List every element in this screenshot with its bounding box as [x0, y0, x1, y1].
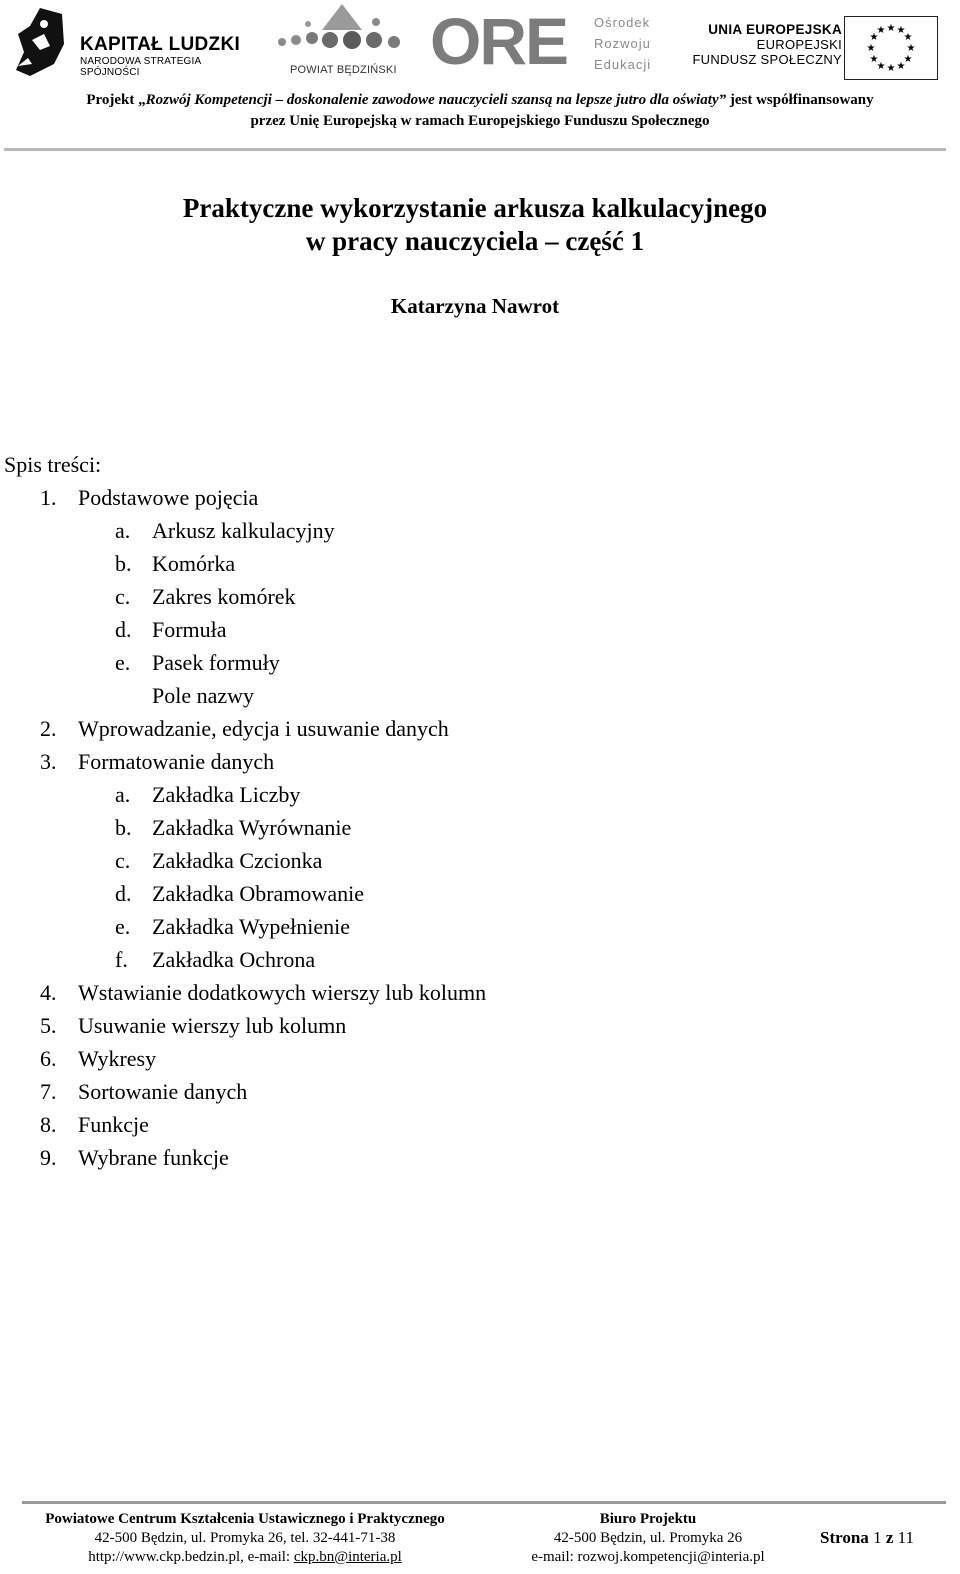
- eu-flag-icon: [844, 16, 938, 80]
- kapital-ludzki-subtitle: NARODOWA STRATEGIA SPÓJNOŚCI: [80, 56, 201, 78]
- footer-office-email: e-mail: rozwoj.kompetencji@interia.pl: [531, 1549, 765, 1565]
- footer-office-title: Biuro Projektu: [599, 1511, 697, 1527]
- svg-text:★: ★: [896, 61, 906, 72]
- kapital-ludzki-title: KAPITAŁ LUDZKI: [80, 34, 241, 55]
- ore-side-line: Ośrodek: [594, 15, 651, 30]
- toc-item-text: Komórka: [152, 551, 236, 576]
- page-current: 1: [873, 1528, 882, 1547]
- eu-line-2: EUROPEJSKI: [756, 37, 842, 52]
- svg-text:★: ★: [869, 54, 879, 65]
- toc-item-text: Pole nazwy: [152, 683, 255, 708]
- svg-text:★: ★: [869, 32, 879, 43]
- toc-item-number: f.: [115, 947, 128, 972]
- svg-text:★: ★: [903, 32, 913, 43]
- toc-item-number: 2.: [40, 716, 57, 741]
- project-prefix: Projekt „: [86, 92, 146, 108]
- document-title-line-1: Praktyczne wykorzystanie arkusza kalkulacyjnego: [182, 193, 768, 223]
- toc-item-text: Zakres komórek: [152, 584, 296, 609]
- toc-item-text: Zakładka Liczby: [152, 782, 301, 807]
- footer-office-address: 42-500 Będzin, ul. Promyka 26: [553, 1530, 743, 1546]
- toc-item-number: a.: [115, 518, 131, 543]
- toc-item-number: b.: [115, 551, 132, 576]
- toc-item-text: Arkusz kalkulacyjny: [152, 518, 335, 543]
- toc-item-number: 7.: [40, 1079, 57, 1104]
- toc-item-number: 6.: [40, 1046, 57, 1071]
- toc-item-text: Funkcje: [78, 1112, 149, 1137]
- page-sep: z: [885, 1528, 894, 1547]
- powiat-dots-icon: [272, 0, 412, 62]
- svg-text:★: ★: [903, 54, 913, 65]
- project-line-2: przez Unię Europejską w ramach Europejskiego Funduszu Społecznego: [250, 113, 710, 129]
- page-label: Strona: [820, 1528, 869, 1547]
- toc-item-number: e.: [115, 914, 131, 939]
- header-logos: [0, 0, 960, 90]
- toc-item-text: Wprowadzanie, edycja i usuwanie danych: [78, 716, 449, 741]
- svg-text:★: ★: [896, 25, 906, 36]
- toc-item-number: c.: [115, 584, 131, 609]
- powiat-name: POWIAT BĘDZIŃSKI: [290, 64, 397, 76]
- toc-item-text: Zakładka Czcionka: [152, 848, 323, 873]
- eu-text: [692, 22, 842, 67]
- ore-side-line: Rozwoju: [594, 36, 651, 51]
- toc-item-text: Sortowanie danych: [78, 1079, 248, 1104]
- kapital-ludzki-logo: [10, 4, 250, 80]
- svg-text:★: ★: [876, 61, 886, 72]
- toc-item-number: a.: [115, 782, 131, 807]
- toc-item-text: Wybrane funkcje: [78, 1145, 229, 1170]
- toc-item-text: Zakładka Wypełnienie: [152, 914, 351, 939]
- ore-logo: [430, 4, 660, 78]
- header-divider: [4, 148, 946, 151]
- svg-text:★: ★: [886, 63, 896, 74]
- eu-line-3: FUNDUSZ SPOŁECZNY: [692, 52, 842, 67]
- toc-item-text: Zakładka Ochrona: [152, 947, 316, 972]
- toc-item-number: 1.: [40, 485, 57, 510]
- svg-text:★: ★: [906, 43, 916, 54]
- page-total: 11: [897, 1528, 914, 1547]
- toc-item-text: Zakładka Wyrównanie: [152, 815, 352, 840]
- toc-item-text: Podstawowe pojęcia: [78, 485, 259, 510]
- toc-item-text: Formatowanie danych: [78, 749, 275, 774]
- toc-item-number: c.: [115, 848, 131, 873]
- ore-side-line: Edukacji: [594, 57, 652, 72]
- footer-institution-email-link[interactable]: ckp.bn@interia.pl: [293, 1549, 402, 1565]
- kapital-ludzki-emblem-icon: [10, 4, 74, 80]
- toc-item-number: 8.: [40, 1112, 57, 1137]
- toc-item-text: Usuwanie wierszy lub kolumn: [78, 1013, 347, 1038]
- toc-item-number: 5.: [40, 1013, 57, 1038]
- toc-item-number: b.: [115, 815, 132, 840]
- toc-item-number: 9.: [40, 1145, 57, 1170]
- toc-heading: Spis treści:: [4, 452, 102, 477]
- eu-social-fund-logo: [686, 14, 950, 80]
- footer-institution-address: 42-500 Będzin, ul. Promyka 26, tel. 32-441-71-38: [94, 1530, 396, 1546]
- toc-item-text: Zakładka Obramowanie: [152, 881, 364, 906]
- toc-item-number: 4.: [40, 980, 57, 1005]
- footer-divider: [22, 1501, 946, 1504]
- toc-item-text: Pasek formuły: [152, 650, 280, 675]
- project-line-1: [0, 92, 960, 109]
- svg-text:★: ★: [876, 25, 886, 36]
- footer-institution: [0, 1510, 490, 1567]
- powiat-bedzinski-logo: [272, 0, 412, 86]
- toc-item-number: 3.: [40, 749, 57, 774]
- document-title-line-2: w pracy nauczyciela – część 1: [305, 226, 645, 256]
- eu-line-1: UNIA EUROPEJSKA: [708, 22, 842, 37]
- ore-side-text: [594, 12, 651, 75]
- footer-institution-title: Powiatowe Centrum Kształcenia Ustawicznego i Praktycznego: [45, 1511, 445, 1527]
- toc-item-text: Wstawianie dodatkowych wierszy lub kolumn: [78, 980, 487, 1005]
- toc-item-number: d.: [115, 617, 132, 642]
- footer-institution-web: http://www.ckp.bedzin.pl, e-mail:: [88, 1549, 294, 1565]
- svg-text:★: ★: [886, 23, 896, 34]
- toc-item-number: e.: [115, 650, 131, 675]
- svg-text:★: ★: [866, 43, 876, 54]
- toc-item-text: Wykresy: [78, 1046, 157, 1071]
- page-number: [820, 1528, 914, 1548]
- toc-item-number: d.: [115, 881, 132, 906]
- toc-item-text: Formuła: [152, 617, 227, 642]
- project-suffix: jest współfinansowany: [726, 92, 874, 108]
- footer-project-office: [500, 1510, 796, 1567]
- project-name: Rozwój Kompetencji – doskonalenie zawodowe nauczycieli szansą na lepsze jutro dla oświaty”: [145, 92, 727, 108]
- document-author: Katarzyna Nawrot: [390, 294, 560, 318]
- ore-mark: ORE: [430, 4, 568, 78]
